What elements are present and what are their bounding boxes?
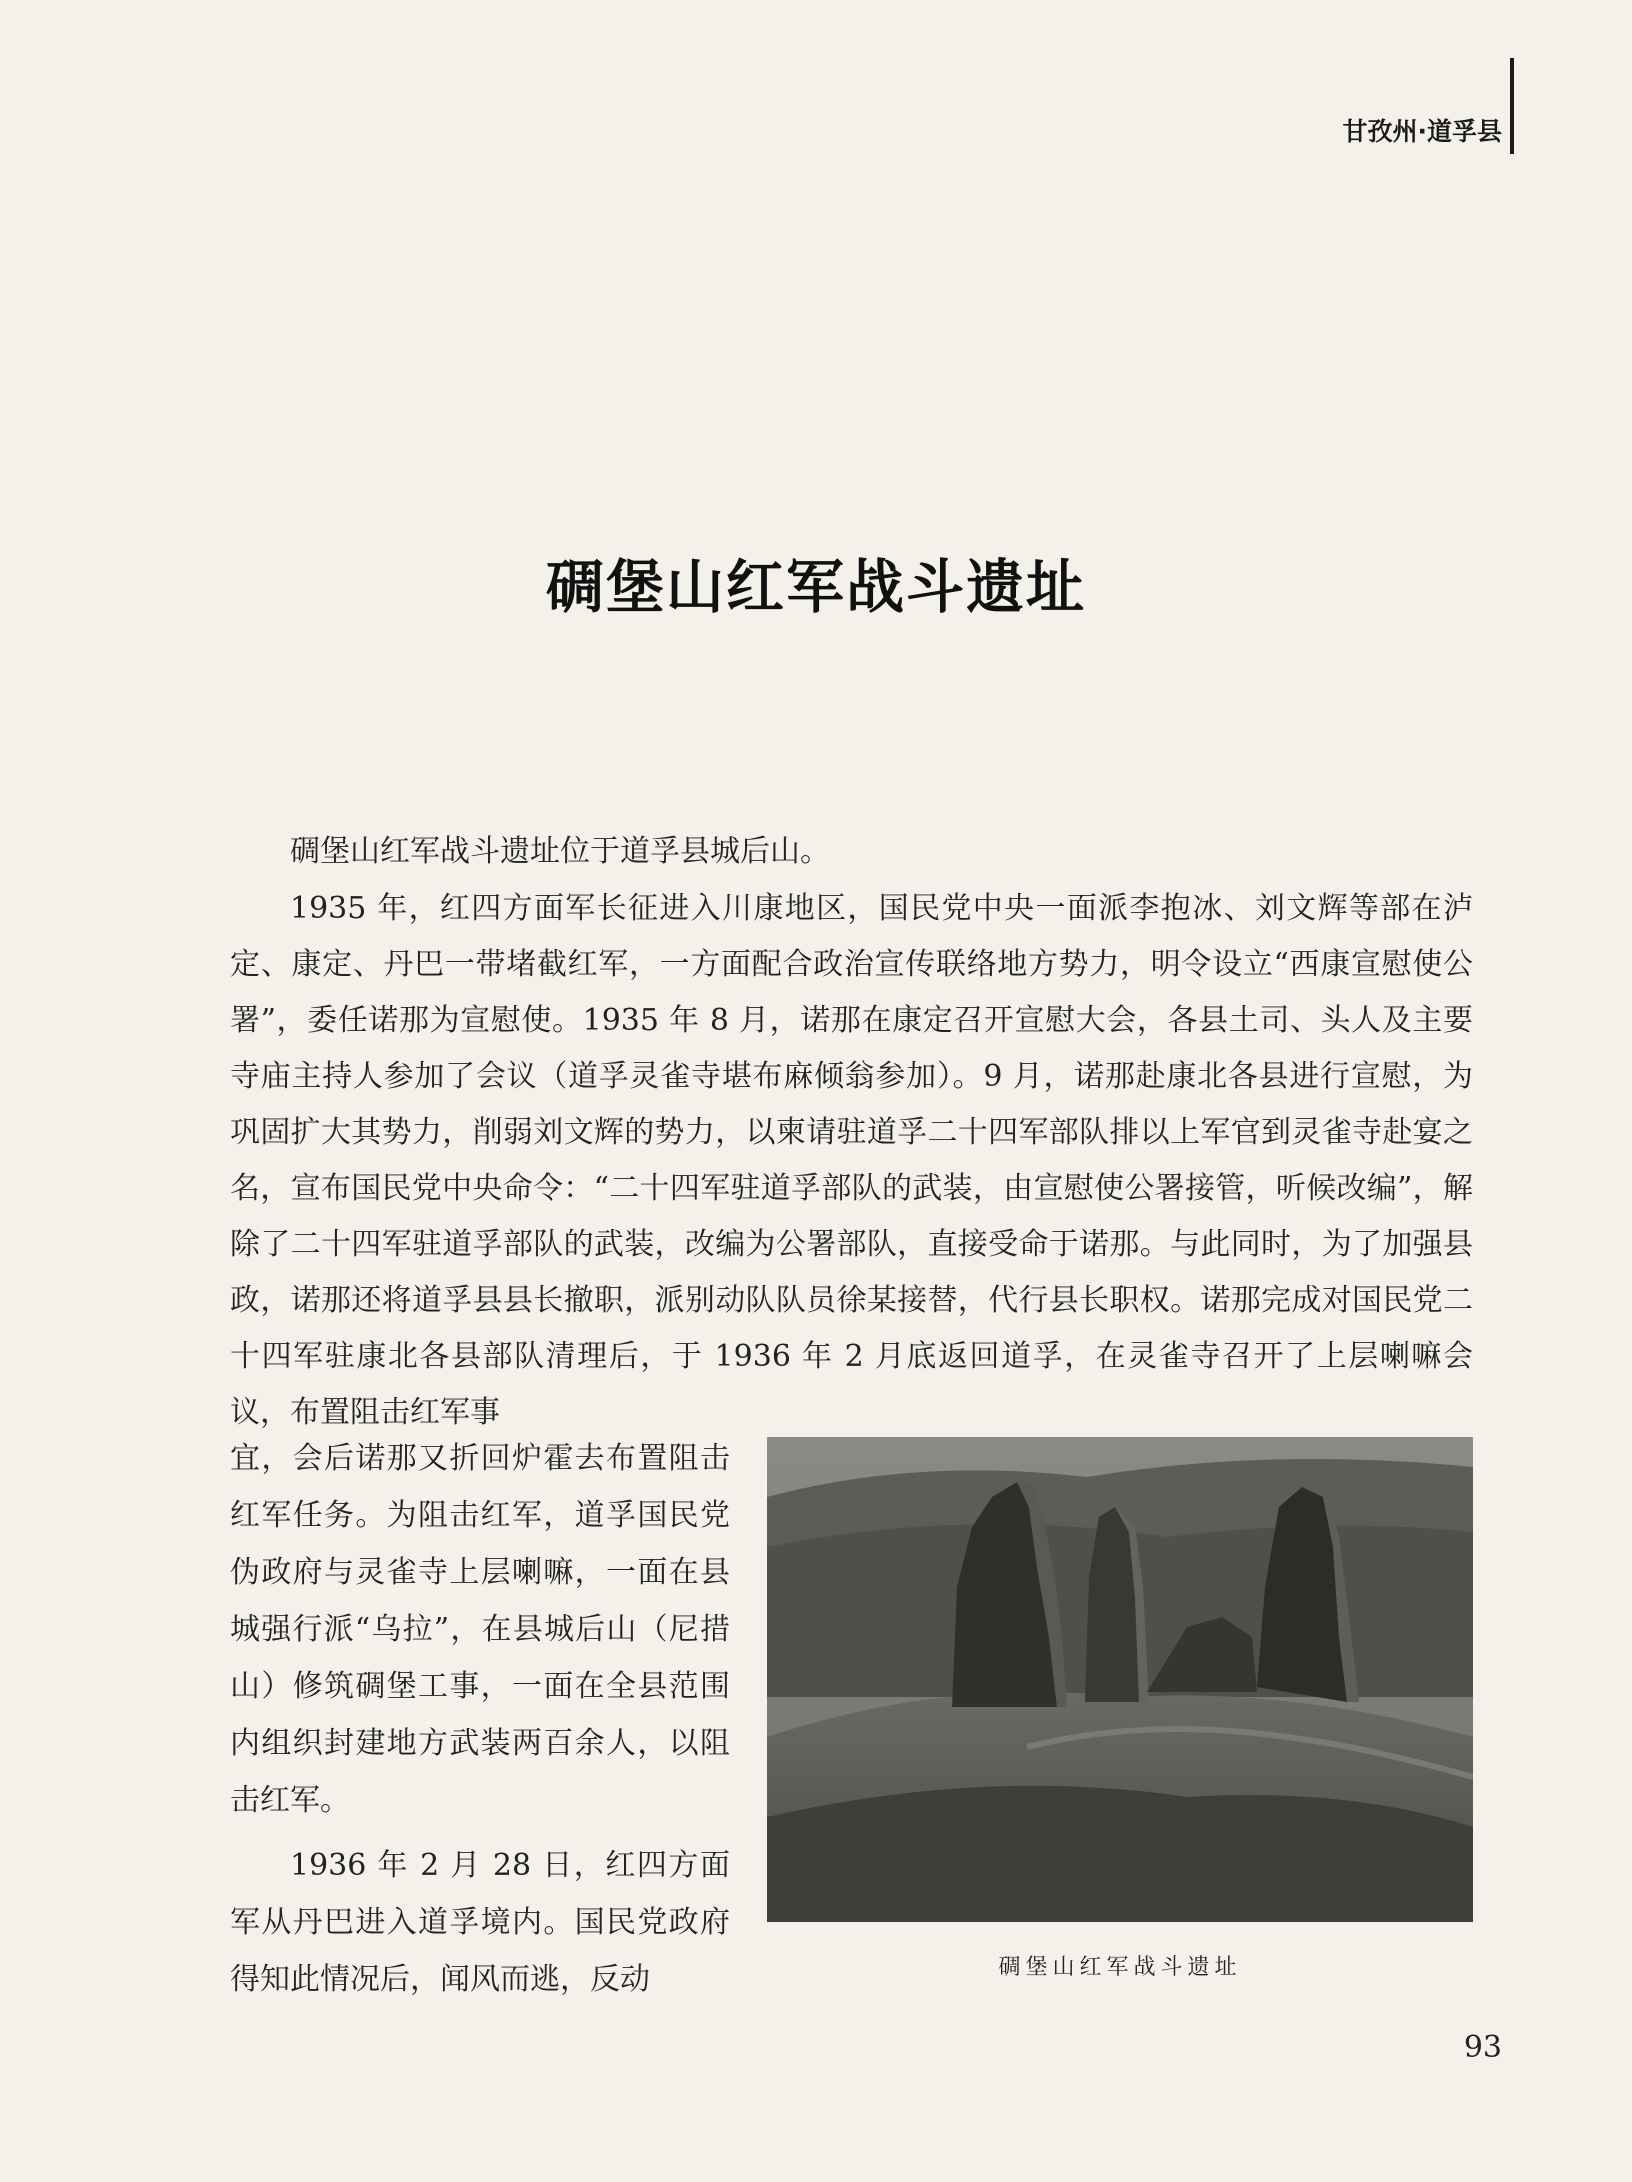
paragraph-2-block (230, 881, 1473, 1441)
narrow-column (230, 1430, 730, 2008)
paragraph-2: 1935 年，红四方面军长征进入川康地区，国民党中央一面派李抱冰、刘文辉等部在泸定、康定、丹巴一带堵截红军，一方面配合政治宣传联络地方势力，明令设立“西康宣慰使公署”，委任诺那为宣慰使。1935 年 8 月，诺那在康定召开宣慰大会，各县土司、头人及主要寺庙主持人参加了会议（道孚灵雀寺堪布麻倾翁参加）。9 月，诺那赴康北各县进行宣慰，为巩固扩大其势力，削弱刘文辉的势力，以柬请驻道孚二十四军部队排以上军官到灵雀寺赴宴之名，宣布国民党中央命令：“二十四军驻道孚部队的武装，由宣慰使公署接管，听候改编”，解除了二十四军驻道孚部队的武装，改编为公署部队，直接受命于诺那。与此同时，为了加强县政，诺那还将道孚县县长撤职，派别动队队员徐某接替，代行县长职权。诺那完成对国民党二十四军驻康北各县部队清理后，于 1936 年 2 月底返回道孚，在灵雀寺召开了上层喇嘛会议，布置阻击红军事 (230, 891, 1473, 1430)
ruins-photo-illustration (767, 1437, 1473, 1922)
photo-caption: 碉堡山红军战斗遗址 (998, 1955, 1242, 1980)
paragraph-1: 碉堡山红军战斗遗址位于道孚县城后山。 (290, 834, 830, 869)
header-rule (1510, 58, 1514, 154)
paragraph-1-block (230, 824, 1473, 880)
article-title: 碉堡山红军战斗遗址 (545, 553, 1086, 621)
page-number: 93 (1463, 2030, 1502, 2065)
running-header: 甘孜州·道孚县 (1342, 117, 1502, 146)
ruins-photo (767, 1437, 1473, 1922)
paragraph-3: 1936 年 2 月 28 日，红四方面军从丹巴进入道孚境内。国民党政府得知此情况后，闻风而逃，反动 (230, 1848, 730, 1997)
paragraph-2-continued: 宜，会后诺那又折回炉霍去布置阻击红军任务。为阻击红军，道孚国民党伪政府与灵雀寺上层喇嘛，一面在县城强行派“乌拉”，在县城后山（尼措山）修筑碉堡工事，一面在全县范围内组织封建地方武装两百余人，以阻击红军。 (230, 1441, 730, 1818)
